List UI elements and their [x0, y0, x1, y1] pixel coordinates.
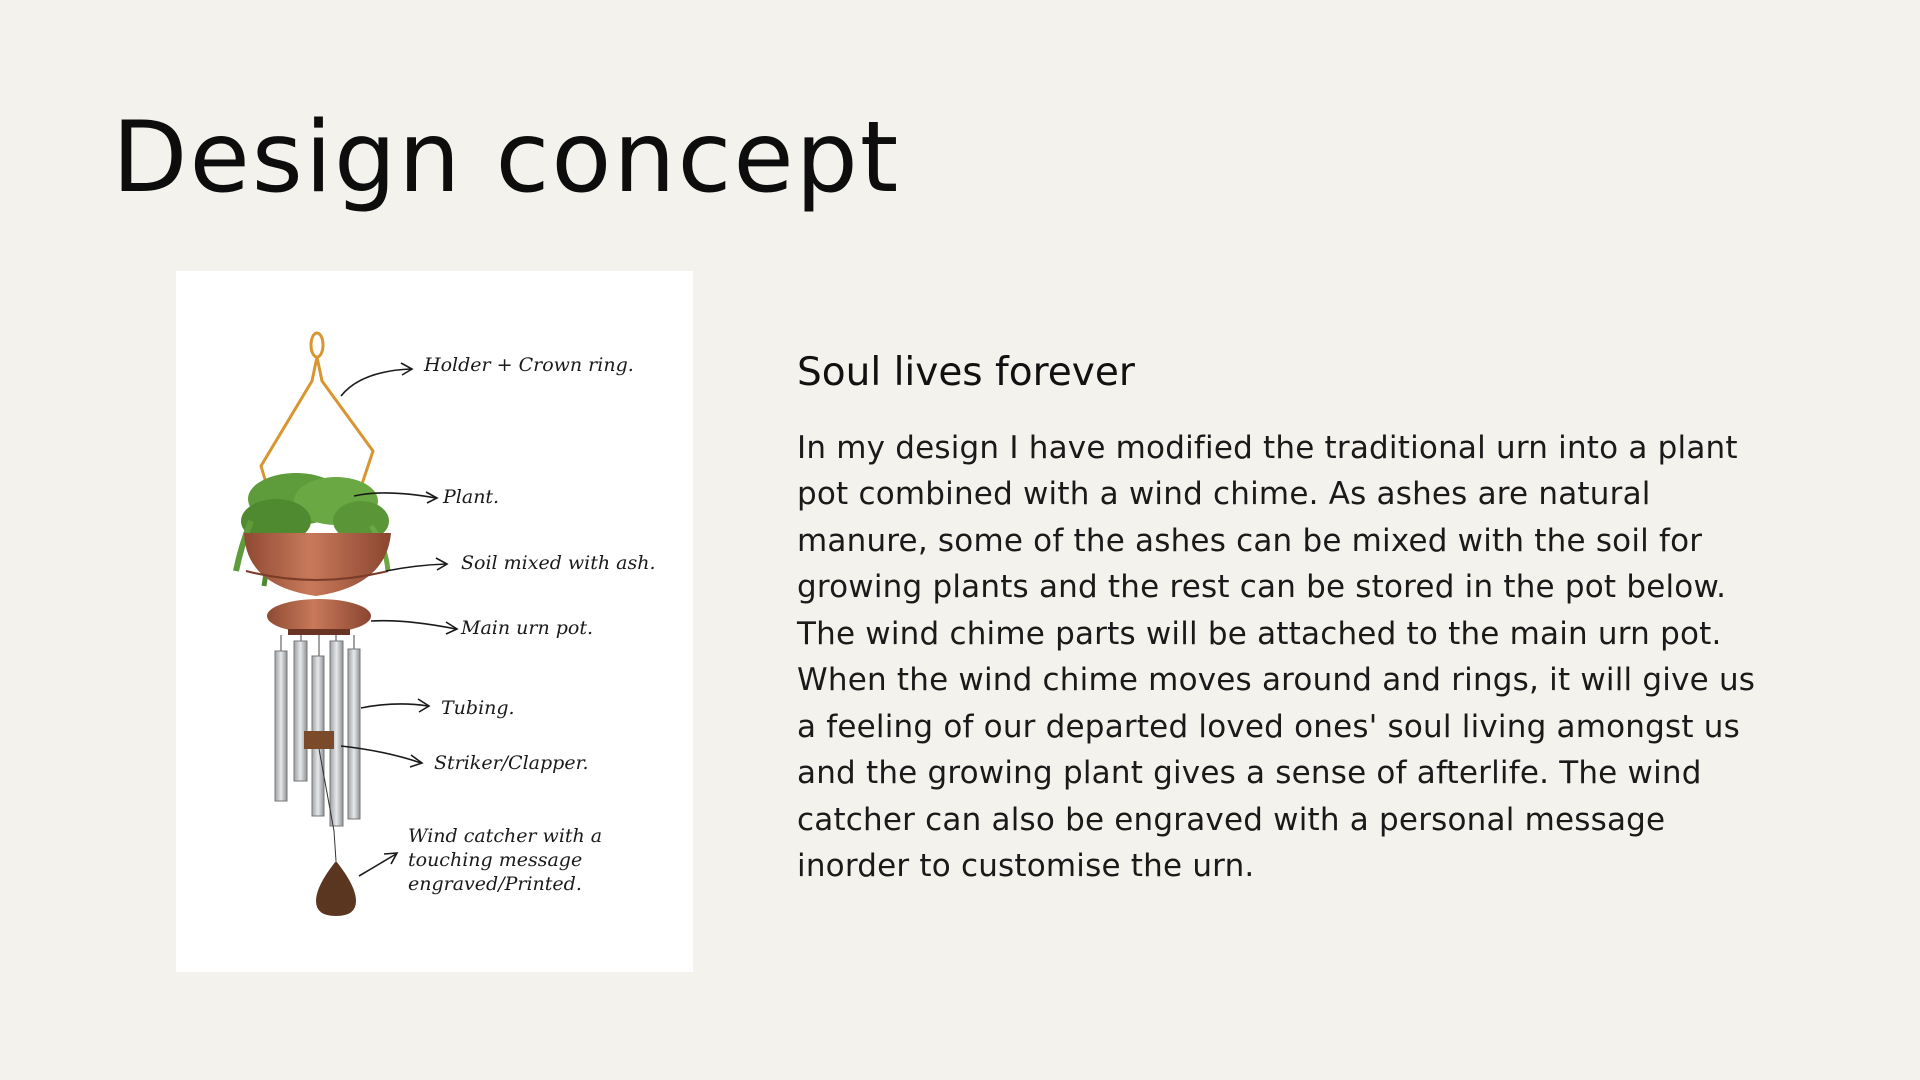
label-urn: Main urn pot. [461, 617, 594, 639]
label-wind-catcher-line1: Wind catcher with a [408, 825, 603, 847]
wind-catcher [316, 831, 356, 916]
content-panel [797, 348, 1767, 890]
wind-chime-urn-sketch [176, 271, 693, 972]
label-wind-catcher-line2: touching message [408, 849, 583, 871]
chime-tubes [275, 635, 360, 826]
label-striker: Striker/Clapper. [434, 752, 589, 774]
label-tubing: Tubing. [441, 697, 515, 719]
content-body: In my design I have modified the traditional urn into a plant pot combined with a wind chime. As ashes are natural manure, some of the ashes can be mixed with the soil for growing plants and the rest can be stored in the pot below. The wind chime parts will be attached to the main urn pot. When the wind chime moves around and rings, it will give us a feeling of our departed loved ones' soul living amongst us and the growing plant gives a sense of afterlife. The wind catcher can also be engraved with a personal message inorder to customise the urn. [797, 429, 1756, 885]
label-plant: Plant. [443, 486, 500, 508]
sketch-drawing [176, 271, 693, 972]
content-heading: Soul lives forever [797, 350, 1135, 395]
label-holder: Holder + Crown ring. [424, 354, 634, 376]
main-urn-pot [267, 599, 371, 635]
label-soil: Soil mixed with ash. [461, 552, 656, 574]
label-wind-catcher-line3: engraved/Printed. [408, 873, 582, 895]
plant-pot [244, 533, 391, 596]
slide-title: Design concept [112, 101, 901, 215]
